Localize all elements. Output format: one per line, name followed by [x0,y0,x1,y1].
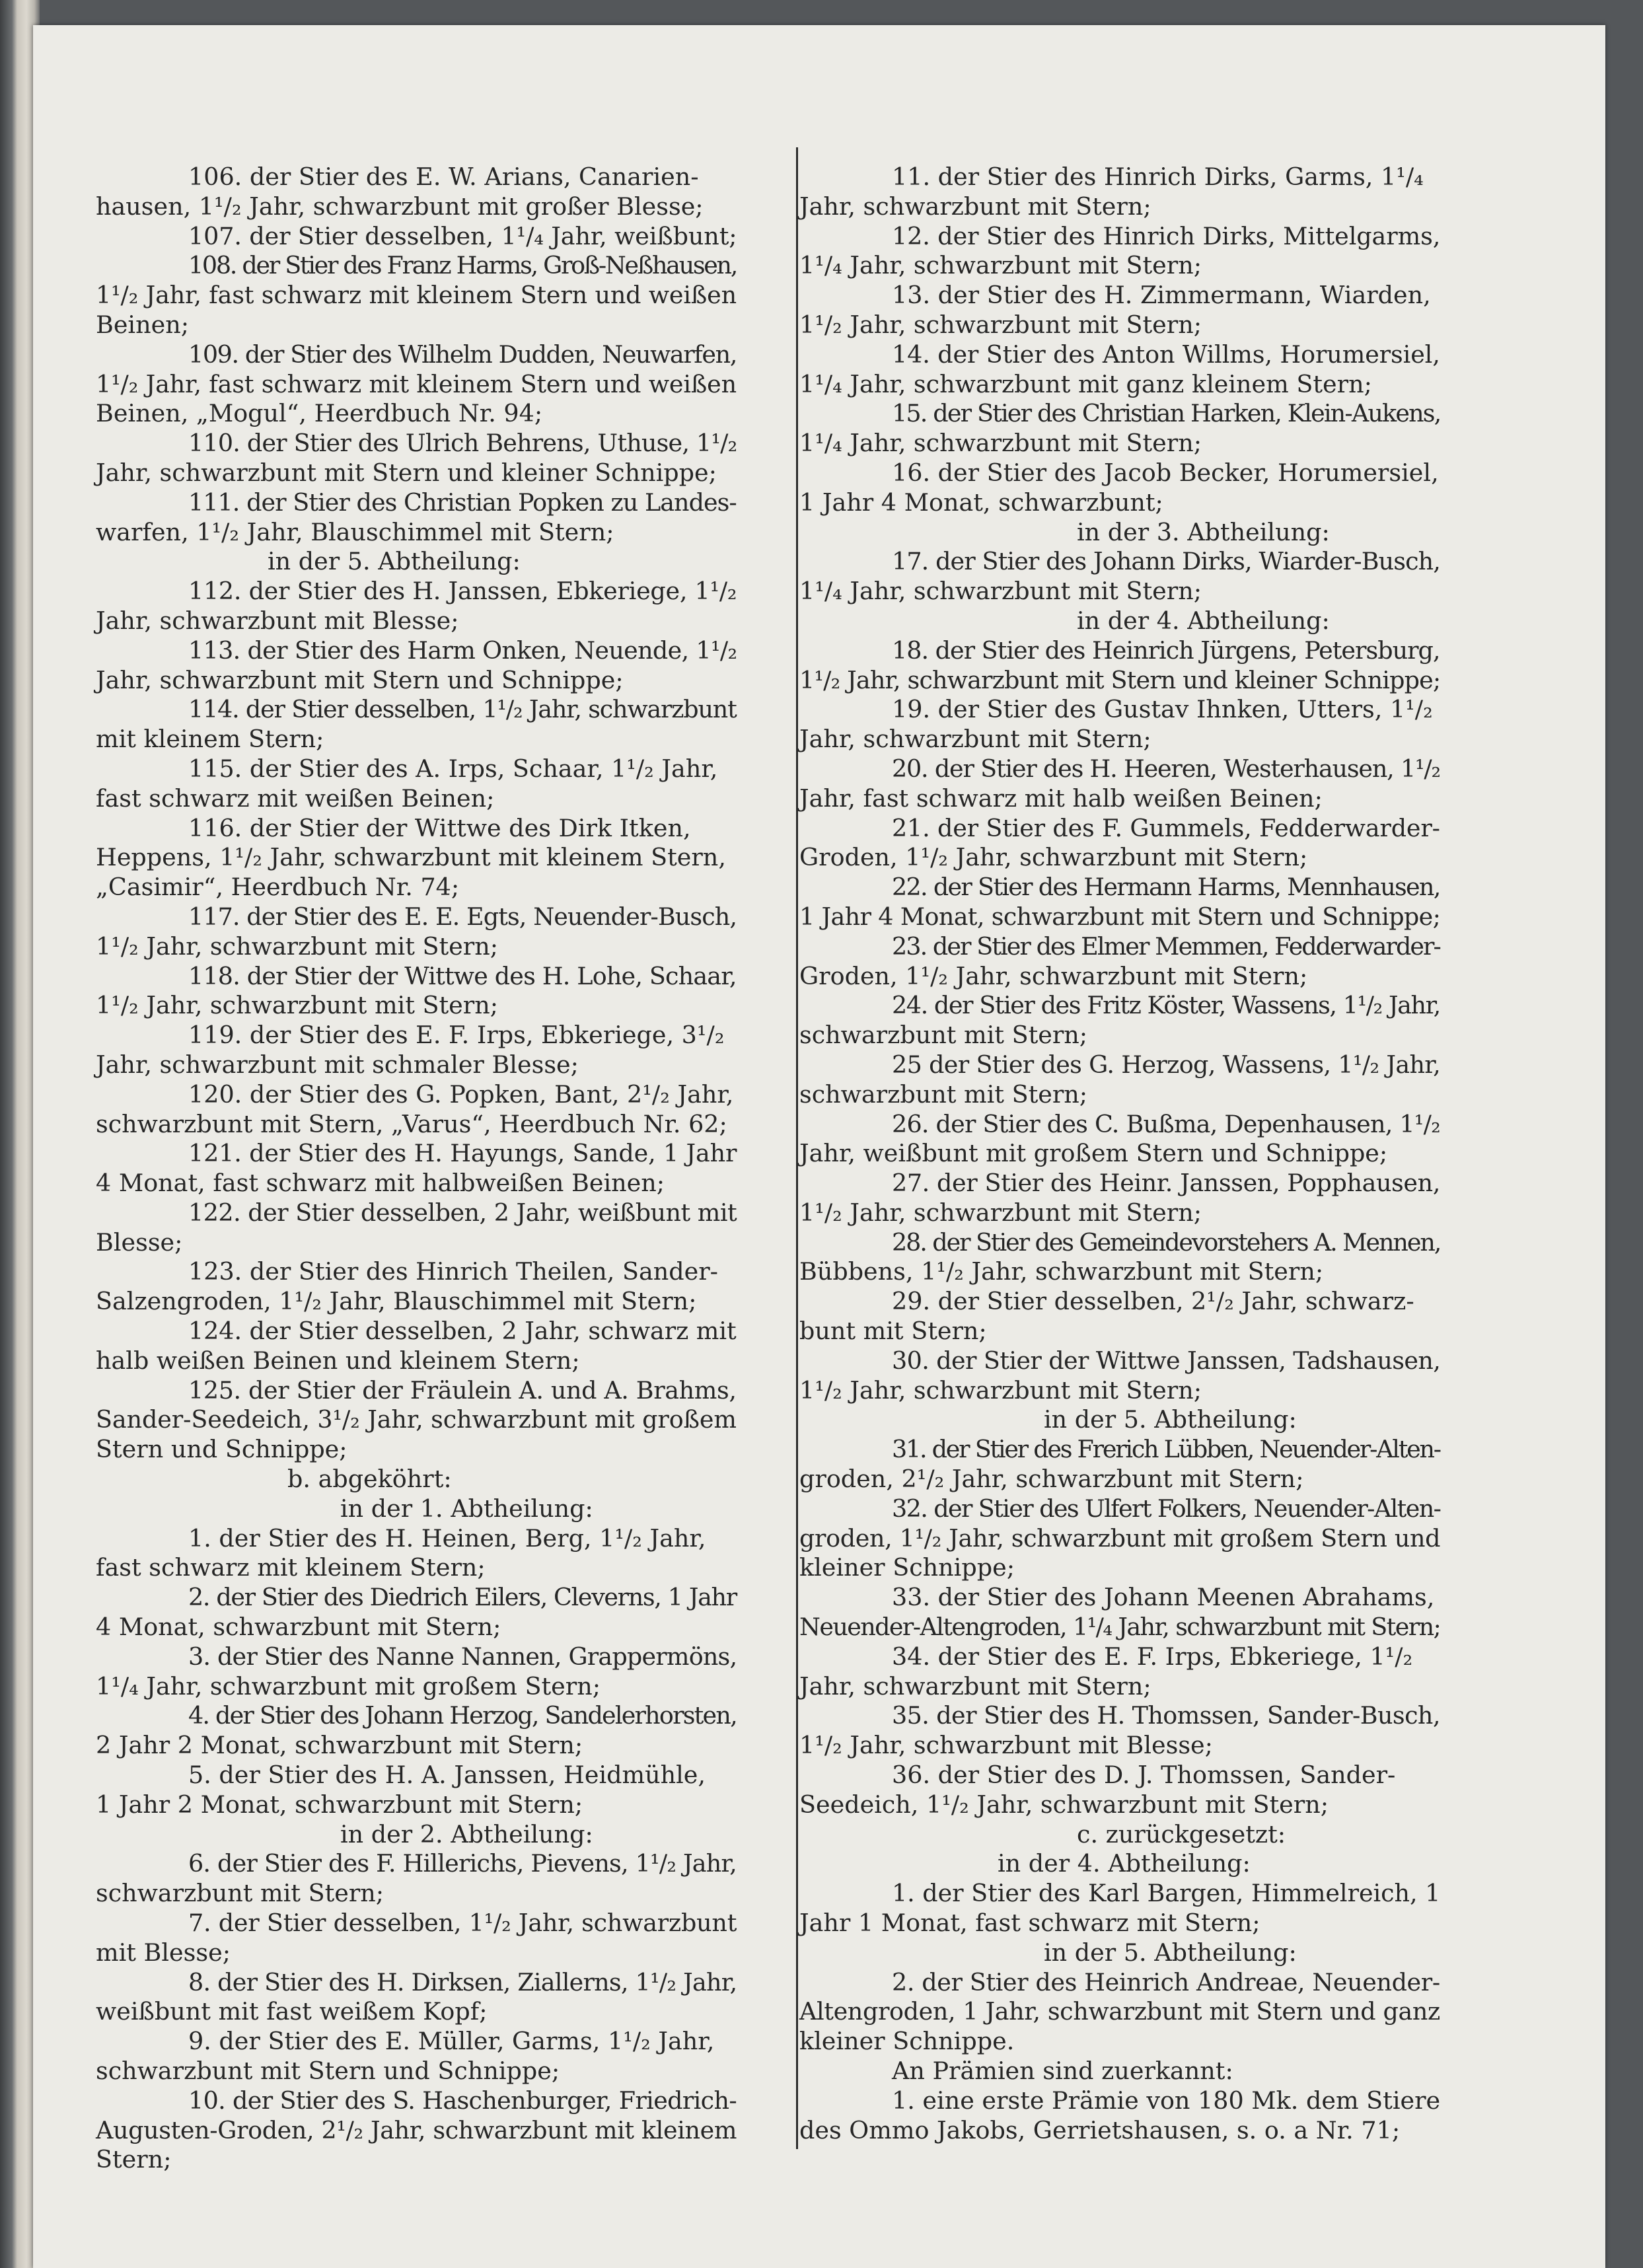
left-column-line: 4 Monat, schwarzbunt mit Stern; [96,1613,501,1642]
left-column-line: 119. der Stier des E. F. Irps, Ebkeriege, 3¹/₂ [188,1021,725,1050]
left-column-line: in der 1. Abtheilung: [340,1494,593,1523]
left-column-line: 122. der Stier desselben, 2 Jahr, weißbunt mit [188,1198,737,1227]
right-column-line: in der 5. Abtheilung: [1044,1938,1297,1967]
right-column-line: Jahr, schwarzbunt mit Stern; [799,725,1151,754]
right-column-line: 20. der Stier des H. Heeren, Westerhausen, 1¹/₂ [892,754,1440,783]
right-column-line: 1¹/₄ Jahr, schwarzbunt mit Stern; [799,429,1202,458]
left-column-line: 109. der Stier des Wilhelm Dudden, Neuwarfen, [188,340,737,369]
left-column-line: 1¹/₂ Jahr, fast schwarz mit kleinem Stern und weißen [96,369,737,398]
right-column-line: 23. der Stier des Elmer Memmen, Fedderwarder- [892,932,1440,961]
right-column-line: Groden, 1¹/₂ Jahr, schwarzbunt mit Stern; [799,843,1308,872]
right-column-line: schwarzbunt mit Stern; [799,1021,1088,1050]
left-column-line: 1¹/₂ Jahr, fast schwarz mit kleinem Stern und weißen [96,281,737,310]
right-column-line: 1¹/₂ Jahr, schwarzbunt mit Stern; [799,1198,1202,1227]
left-column-line: 111. der Stier des Christian Popken zu Landes- [188,488,737,517]
left-column-line: warfen, 1¹/₂ Jahr, Blauschimmel mit Stern; [96,517,614,546]
right-column-line: schwarzbunt mit Stern; [799,1079,1088,1109]
left-column-line: Augusten-Groden, 2¹/₂ Jahr, schwarzbunt mit kleinem [96,2115,737,2144]
right-column-line: 12. der Stier des Hinrich Dirks, Mittelgarms, [892,221,1441,250]
left-column-line: Heppens, 1¹/₂ Jahr, schwarzbunt mit kleinem Stern, [96,843,726,872]
left-column-line: 10. der Stier des S. Haschenburger, Friedrich- [188,2086,737,2115]
right-column-line: 1. der Stier des Karl Bargen, Himmelreich, 1 [892,1879,1441,1908]
right-column-line: 14. der Stier des Anton Willms, Horumersiel, [892,340,1440,369]
left-column-line: 2 Jahr 2 Monat, schwarzbunt mit Stern; [96,1731,583,1760]
left-column-line: mit kleinem Stern; [96,725,324,754]
right-column-line: c. zurückgesetzt: [1077,1819,1286,1848]
left-column-line: 1. der Stier des H. Heinen, Berg, 1¹/₂ Jahr, [188,1523,706,1553]
right-column-line: 13. der Stier des H. Zimmermann, Wiarden, [892,281,1431,310]
left-column-line: weißbunt mit fast weißem Kopf; [96,1997,488,2026]
left-column-line: 120. der Stier des G. Popken, Bant, 2¹/₂ Jahr, [188,1079,734,1109]
left-column-line: 7. der Stier desselben, 1¹/₂ Jahr, schwarzbunt [188,1909,737,1938]
right-column-line: An Prämien sind zuerkannt: [892,2057,1233,2085]
right-column-line: Jahr, schwarzbunt mit Stern; [799,1671,1151,1701]
right-column-line: in der 4. Abtheilung: [1077,606,1330,635]
left-column-line: 4. der Stier des Johann Herzog, Sandelerhorsten, [188,1701,737,1730]
left-column-line: 1 Jahr 2 Monat, schwarzbunt mit Stern; [96,1790,583,1819]
left-column-line: Jahr, schwarzbunt mit Stern und kleiner Schnippe; [96,458,717,487]
left-column-line: in der 2. Abtheilung: [340,1819,593,1848]
left-column-line: mit Blesse; [96,1938,231,1967]
left-column-line: Stern und Schnippe; [96,1435,347,1464]
left-column-line: 1¹/₄ Jahr, schwarzbunt mit großem Stern; [96,1671,601,1701]
right-column-line: 1 Jahr 4 Monat, schwarzbunt mit Stern und Schnippe; [799,902,1441,931]
left-column-line: Salzengroden, 1¹/₂ Jahr, Blauschimmel mit Stern; [96,1287,697,1316]
right-column-line: in der 5. Abtheilung: [1044,1405,1297,1434]
left-column-line: 1¹/₂ Jahr, schwarzbunt mit Stern; [96,932,499,961]
left-column-line: 2. der Stier des Diedrich Eilers, Cleverns, 1 Jahr [188,1583,737,1612]
right-column-line: 28. der Stier des Gemeindevorstehers A. Mennen, [892,1227,1441,1257]
left-column-line: 115. der Stier des A. Irps, Schaar, 1¹/₂ Jahr, [188,754,718,783]
left-column-line: 1¹/₂ Jahr, schwarzbunt mit Stern; [96,991,499,1020]
left-column-line: Sander-Seedeich, 3¹/₂ Jahr, schwarzbunt mit großem [96,1405,737,1434]
left-column-line: in der 5. Abtheilung: [268,547,521,576]
left-column-line: fast schwarz mit weißen Beinen; [96,784,495,813]
left-column-line: 125. der Stier der Fräulein A. und A. Brahms, [188,1375,737,1405]
right-column-line: 2. der Stier des Heinrich Andreae, Neuender- [892,1967,1440,1996]
left-column-line: 118. der Stier der Wittwe des H. Lohe, Schaar, [188,961,737,990]
right-column-line: groden, 2¹/₂ Jahr, schwarzbunt mit Stern; [799,1465,1304,1494]
right-column-line: Jahr, schwarzbunt mit Stern; [799,192,1151,221]
right-column-line: 1¹/₄ Jahr, schwarzbunt mit Stern; [799,577,1202,606]
left-column-line: 107. der Stier desselben, 1¹/₄ Jahr, weißbunt; [188,221,737,250]
right-column-line: 35. der Stier des H. Thomssen, Sander-Busch, [892,1701,1440,1730]
right-column-line: 1¹/₂ Jahr, schwarzbunt mit Blesse; [799,1731,1213,1760]
right-column [799,163,1440,2145]
right-column-line: 27. der Stier des Heinr. Janssen, Popphausen, [892,1169,1440,1198]
right-column-line: kleiner Schnippe; [799,1553,1015,1582]
left-column-line: schwarzbunt mit Stern; [96,1879,384,1908]
right-column-line: 1¹/₄ Jahr, schwarzbunt mit ganz kleinem Stern; [799,369,1372,398]
right-column-line: 1¹/₂ Jahr, schwarzbunt mit Stern; [799,310,1202,339]
left-column-line: halb weißen Beinen und kleinem Stern; [96,1346,580,1375]
left-column-line: 117. der Stier des E. E. Egts, Neuender-Busch, [188,902,737,931]
right-column-line: 36. der Stier des D. J. Thomssen, Sander- [892,1761,1396,1790]
right-column-line: 21. der Stier des F. Gummels, Fedderwarder- [892,813,1440,842]
left-column-line: Stern; [96,2145,172,2174]
right-column-line: 29. der Stier desselben, 2¹/₂ Jahr, schwarz- [892,1287,1414,1316]
right-column-line: Groden, 1¹/₂ Jahr, schwarzbunt mit Stern; [799,961,1308,990]
right-column-line: 1¹/₄ Jahr, schwarzbunt mit Stern; [799,251,1202,280]
right-column-line: groden, 1¹/₂ Jahr, schwarzbunt mit großem Stern und [799,1523,1441,1553]
right-column-line: 18. der Stier des Heinrich Jürgens, Petersburg, [892,636,1440,665]
column-divider-rule [796,147,798,2149]
right-column-line: Neuender-Altengroden, 1¹/₄ Jahr, schwarzbunt mit Stern; [799,1613,1441,1642]
left-column-line: Blesse; [96,1227,183,1257]
right-column-line: Altengroden, 1 Jahr, schwarzbunt mit Stern und ganz [799,1997,1440,2026]
right-column-line: bunt mit Stern; [799,1317,987,1346]
right-column-line: 24. der Stier des Fritz Köster, Wassens, 1¹/₂ Jahr, [892,991,1440,1020]
right-column-line: in der 3. Abtheilung: [1077,517,1330,546]
right-column-line: Jahr 1 Monat, fast schwarz mit Stern; [799,1909,1260,1938]
left-column [96,163,737,2175]
right-column-line: 30. der Stier der Wittwe Janssen, Tadshausen, [892,1346,1441,1375]
left-column-line: „Casimir“, Heerdbuch Nr. 74; [96,873,460,902]
right-column-line: 1. eine erste Prämie von 180 Mk. dem Stiere [892,2086,1441,2115]
left-column-line: 6. der Stier des F. Hillerichs, Pievens, 1¹/₂ Jahr, [188,1849,737,1878]
left-column-line: 106. der Stier des E. W. Arians, Canarien- [188,163,699,191]
right-column-line: 16. der Stier des Jacob Becker, Horumersiel, [892,458,1439,487]
right-column-line: Seedeich, 1¹/₂ Jahr, schwarzbunt mit Stern; [799,1790,1329,1819]
right-column-line: 31. der Stier des Frerich Lübben, Neuender-Alten- [892,1435,1440,1464]
left-column-line: 3. der Stier des Nanne Nannen, Grappermöns, [188,1642,737,1671]
right-column-line: Jahr, weißbunt mit großem Stern und Schnippe; [799,1139,1388,1168]
right-column-line: 33. der Stier des Johann Meenen Abrahams, [892,1583,1435,1612]
left-column-line: schwarzbunt mit Stern, „Varus“, Heerdbuch Nr. 62; [96,1109,727,1138]
right-column-line: 19. der Stier des Gustav Ihnken, Utters, 1¹/₂ [892,695,1433,724]
left-column-line: 9. der Stier des E. Müller, Garms, 1¹/₂ Jahr, [188,2027,715,2056]
document-page [33,25,1605,2268]
right-column-line: 1 Jahr 4 Monat, schwarzbunt; [799,488,1163,517]
left-column-line: hausen, 1¹/₂ Jahr, schwarzbunt mit großer Blesse; [96,192,704,221]
left-column-line: Jahr, schwarzbunt mit Blesse; [96,606,459,635]
left-column-line: 116. der Stier der Wittwe des Dirk Itken, [188,813,691,842]
right-column-line: 22. der Stier des Hermann Harms, Mennhausen, [892,873,1440,902]
right-column-line: 1¹/₂ Jahr, schwarzbunt mit Stern; [799,1375,1202,1405]
left-column-line: 110. der Stier des Ulrich Behrens, Uthuse, 1¹/₂ [188,429,737,458]
right-column-line: 25 der Stier des G. Herzog, Wassens, 1¹/₂ Jahr, [892,1050,1441,1079]
right-column-line: 34. der Stier des E. F. Irps, Ebkeriege, 1¹/₂ [892,1642,1413,1671]
right-column-line: 15. der Stier des Christian Harken, Klein-Aukens, [892,399,1441,428]
right-column-line: 17. der Stier des Johann Dirks, Wiarder-Busch, [892,547,1441,576]
left-column-line: fast schwarz mit kleinem Stern; [96,1553,486,1582]
left-column-line: 5. der Stier des H. A. Janssen, Heidmühle, [188,1761,706,1790]
right-column-line: Jahr, fast schwarz mit halb weißen Beinen; [799,784,1323,813]
left-column-line: Jahr, schwarzbunt mit Stern und Schnippe; [96,665,624,694]
left-column-line: 4 Monat, fast schwarz mit halbweißen Beinen; [96,1169,665,1198]
right-column-line: Bübbens, 1¹/₂ Jahr, schwarzbunt mit Stern; [799,1257,1324,1286]
left-column-line: Beinen; [96,310,190,339]
right-column-line: kleiner Schnippe. [799,2027,1015,2056]
left-column-line: 114. der Stier desselben, 1¹/₂ Jahr, schwarzbunt [188,695,737,724]
left-column-line: 108. der Stier des Franz Harms, Groß-Neßhausen, [188,251,737,280]
left-column-line: schwarzbunt mit Stern und Schnippe; [96,2057,560,2085]
left-column-line: 8. der Stier des H. Dirksen, Ziallerns, 1¹/₂ Jahr, [188,1967,737,1996]
right-column-line: 1¹/₂ Jahr, schwarzbunt mit Stern und kleiner Schnippe; [799,665,1441,694]
left-column-line: 123. der Stier des Hinrich Theilen, Sander- [188,1257,719,1286]
left-column-line: 113. der Stier des Harm Onken, Neuende, 1¹/₂ [188,636,737,665]
left-column-line: Jahr, schwarzbunt mit schmaler Blesse; [96,1050,579,1079]
right-column-line: des Ommo Jakobs, Gerrietshausen, s. o. a Nr. 71; [799,2115,1401,2144]
left-column-line: b. abgeköhrt: [287,1465,452,1494]
left-column-line: 124. der Stier desselben, 2 Jahr, schwarz mit [188,1317,737,1346]
left-column-line: Beinen, „Mogul“, Heerdbuch Nr. 94; [96,399,543,428]
right-column-line: 11. der Stier des Hinrich Dirks, Garms, 1¹/₄ [892,163,1424,191]
right-column-line: in der 4. Abtheilung: [998,1849,1251,1878]
right-column-line: 32. der Stier des Ulfert Folkers, Neuender-Alten- [892,1494,1441,1523]
left-column-line: 112. der Stier des H. Janssen, Ebkeriege, 1¹/₂ [188,577,737,606]
right-column-line: 26. der Stier des C. Bußma, Depenhausen, 1¹/₂ [892,1109,1441,1138]
left-column-line: 121. der Stier des H. Hayungs, Sande, 1 Jahr [188,1139,737,1168]
